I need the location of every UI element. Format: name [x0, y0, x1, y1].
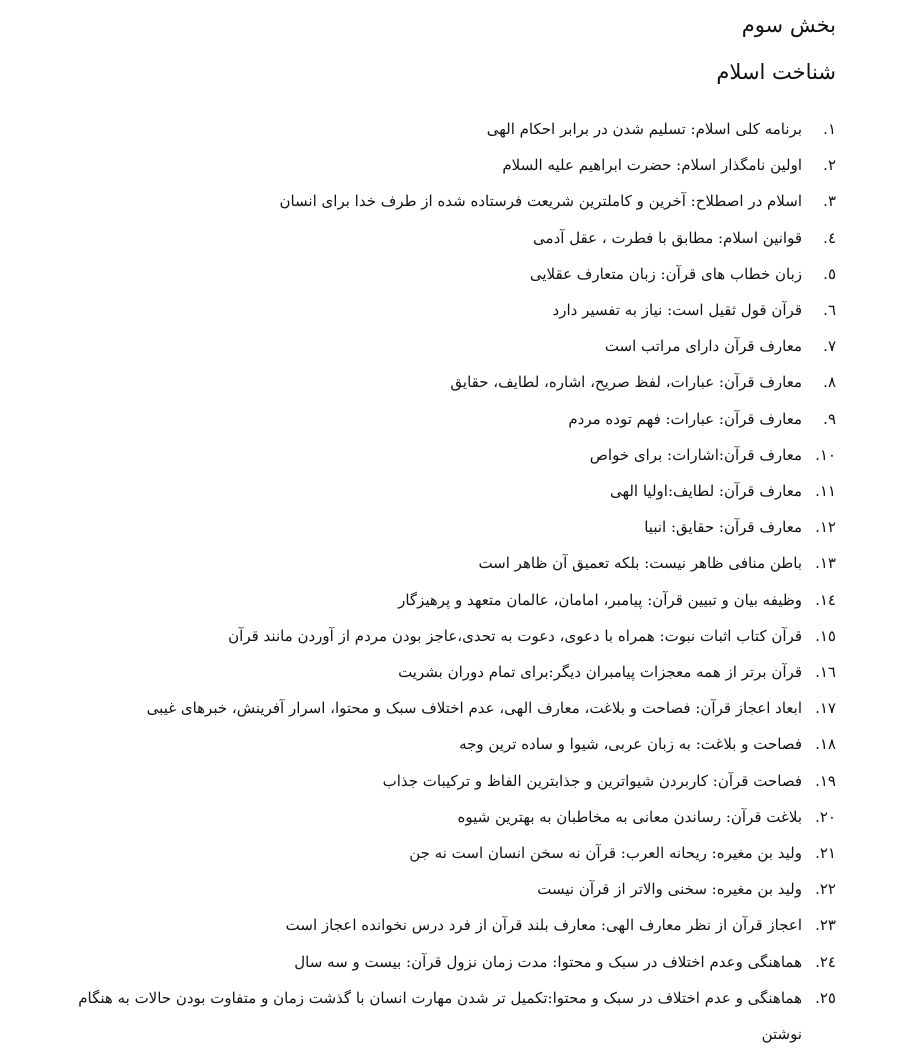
list-item-text: قرآن برتر از همه معجزات پیامبران دیگر:برای تمام دوران بشریت [398, 663, 802, 682]
section-title: بخش سوم [741, 13, 836, 37]
list-item-number: ٥. [823, 264, 836, 283]
list-item [56, 618, 836, 654]
list-item [56, 256, 836, 292]
list-item [56, 871, 836, 907]
list-item [56, 509, 836, 545]
list-item-text: اولین نامگذار اسلام: حضرت ابراهیم علیه السلام [502, 156, 802, 175]
list-item [56, 980, 836, 1052]
list-item [56, 726, 836, 762]
list-item [56, 944, 836, 980]
list-item-text: معارف قرآن: عبارات، لفظ صریح، اشاره، لطایف، حقایق [450, 373, 802, 392]
list-item-number: ١٨. [815, 735, 836, 754]
list-item-text: ابعاد اعجاز قرآن: فصاحت و بلاغت، معارف الهی، عدم اختلاف سبک و محتوا، اسرار آفرینش، خبرهای غیبی [146, 699, 802, 718]
list-item-text: وظیفه بیان و تبیین قرآن: پیامبر، امامان، عالمان متعهد و پرهیزگار [398, 590, 802, 609]
list-item-text: ولید بن مغیره: سخنی والاتر از قرآن نیست [537, 880, 802, 899]
list-item [56, 437, 836, 473]
list-item-number: ١٤. [815, 590, 836, 609]
list-item-text: قرآن کتاب اثبات نبوت: همراه با دعوی، دعوت به تحدی،عاجز بودن مردم از آوردن مانند قرآن [228, 626, 802, 645]
list-item-number: ٢٢. [815, 880, 836, 899]
list-item [56, 401, 836, 437]
list-item [56, 907, 836, 943]
list-item-text: فصاحت و بلاغت: به زبان عربی، شیوا و ساده ترین وجه [459, 735, 802, 754]
list-item-text: قوانین اسلام: مطابق با فطرت ، عقل آدمی [533, 228, 802, 247]
chapter-title: شناخت اسلام [716, 60, 836, 84]
list-item-number: ۱. [823, 120, 836, 138]
list-item-number: ١٥. [815, 626, 836, 645]
list-item [56, 545, 836, 581]
list-item-text: ولید بن مغیره: ریحانه العرب: قرآن نه سخن انسان است نه جن [409, 844, 802, 863]
list-item-text: معارف قرآن دارای مراتب است [604, 337, 802, 356]
list-item [56, 111, 836, 147]
list-item [56, 292, 836, 328]
list-item-number: ٢٣. [815, 916, 836, 935]
list-item [56, 364, 836, 400]
list-item [56, 328, 836, 364]
list-item [56, 582, 836, 618]
list-item-number: ۷. [823, 337, 836, 356]
list-item-text: باطن منافی ظاهر نیست: بلکه تعمیق آن ظاهر است [478, 554, 802, 573]
list-item-number: ١٧. [815, 699, 836, 718]
list-item-number: ۱۰. [815, 445, 836, 464]
list-item [56, 183, 836, 219]
list-item-text: بلاغت قرآن: رساندن معانی به مخاطبان به بهترین شیوه [457, 807, 802, 826]
list-item-text: معارف قرآن:اشارات: برای خواص [589, 445, 802, 464]
list-item-number: ٢٠. [815, 807, 836, 826]
list-item-text: معارف قرآن: لطایف:اولیا الهی [609, 482, 802, 501]
numbered-list [56, 111, 836, 1052]
list-item [56, 654, 836, 690]
list-item-text: هماهنگی و عدم اختلاف در سبک و محتوا:تکمیل تر شدن مهارت انسان با گذشت زمان و متفاوت بودن حالات به هنگام نوشتن [78, 988, 802, 1044]
list-item-number: ۱۱. [815, 482, 836, 501]
list-item-text: قرآن قول ثقیل است: نیاز به تفسیر دارد [552, 301, 802, 320]
list-item [56, 799, 836, 835]
list-item [56, 835, 836, 871]
list-item [56, 220, 836, 256]
list-item-number: ۸. [823, 373, 836, 392]
list-item [56, 473, 836, 509]
list-item-text: معارف قرآن: حقایق: انبیا [644, 518, 802, 537]
list-item-number: ٦. [823, 301, 836, 320]
list-item-text: معارف قرآن: عبارات: فهم توده مردم [568, 409, 802, 428]
list-item [56, 147, 836, 183]
list-item-number: ٢٥. [815, 988, 836, 1007]
list-item-number: ۹. [823, 409, 836, 428]
list-item-text: فصاحت قرآن: کاربردن شیواترین و جذابترین الفاظ و ترکیبات جذاب [382, 771, 802, 790]
list-item-number: ١٩. [815, 771, 836, 790]
list-item-number: ۱۳. [815, 554, 836, 573]
list-item-number: ٤. [823, 228, 836, 247]
list-item-number: ۲. [823, 156, 836, 175]
list-item-number: ١٦. [815, 663, 836, 682]
list-item [56, 763, 836, 799]
list-item-number: ۱۲. [815, 518, 836, 537]
list-item-text: برنامه کلی اسلام: تسلیم شدن در برابر احکام الهی [486, 120, 802, 138]
list-item-number: ۳. [823, 192, 836, 211]
list-item [56, 690, 836, 726]
list-item-number: ٢٤. [815, 952, 836, 971]
list-item-text: اعجاز قرآن از نظر معارف الهی: معارف بلند قرآن از فرد درس نخوانده اعجاز است [285, 916, 802, 935]
list-item-text: اسلام در اصطلاح: آخرین و کاملترین شریعت فرستاده شده از طرف خدا برای انسان [279, 192, 802, 211]
list-item-text: هماهنگی وعدم اختلاف در سبک و محتوا: مدت زمان نزول قرآن: بیست و سه سال [294, 952, 802, 971]
list-item-text: زبان خطاب های قرآن: زبان متعارف عقلایی [529, 264, 802, 283]
list-item-number: ٢١. [815, 844, 836, 863]
